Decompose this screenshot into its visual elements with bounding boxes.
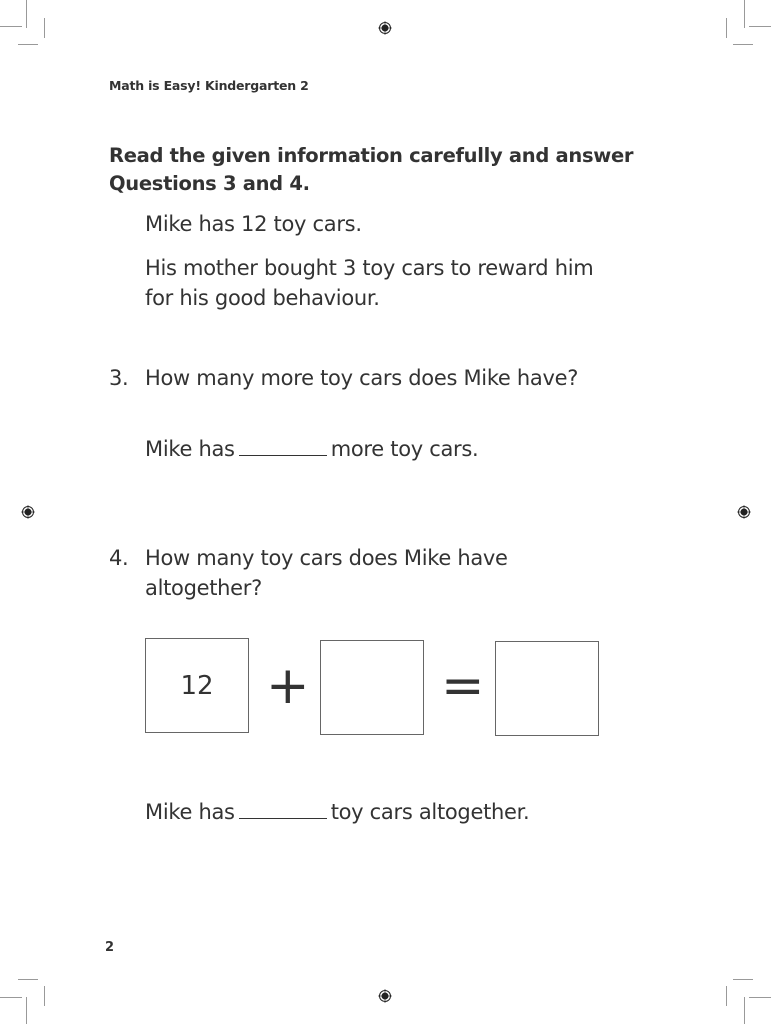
- crop-mark: [749, 997, 771, 998]
- crop-mark: [18, 979, 38, 980]
- q3-number: 3.: [109, 366, 129, 390]
- crop-mark: [0, 997, 22, 998]
- q4-number: 4.: [109, 546, 129, 570]
- instructions: [109, 142, 633, 198]
- crop-mark: [733, 979, 753, 980]
- equation-box-addend-1: 12: [145, 638, 249, 733]
- q4-question: [145, 543, 508, 603]
- crop-mark: [744, 997, 745, 1024]
- info-paragraph-2: [145, 253, 593, 313]
- equals-sign: =: [441, 656, 485, 716]
- q3-answer-blank[interactable]: [239, 454, 327, 456]
- crop-mark: [0, 26, 22, 27]
- instructions-line-1: Read the given information carefully and answer: [109, 144, 634, 167]
- page-number: 2: [105, 940, 115, 955]
- crop-mark: [18, 44, 38, 45]
- q4-answer-blank[interactable]: [239, 817, 327, 819]
- equation-box-addend-2[interactable]: [320, 640, 424, 735]
- q3-answer-prefix: Mike has: [145, 437, 235, 461]
- crop-mark: [726, 18, 727, 38]
- q4-answer-line: [145, 797, 529, 827]
- running-header: Math is Easy! Kindergarten 2: [109, 78, 309, 93]
- crop-mark: [44, 18, 45, 38]
- q3-question: How many more toy cars does Mike have?: [145, 366, 579, 390]
- crop-mark: [726, 986, 727, 1006]
- crop-mark: [744, 0, 745, 28]
- q4-answer-suffix: toy cars altogether.: [330, 800, 530, 824]
- q3-answer-suffix: more toy cars.: [330, 437, 479, 461]
- crop-mark: [44, 986, 45, 1006]
- q4-answer-prefix: Mike has: [145, 800, 235, 824]
- q4-question-line-2: altogether?: [145, 576, 262, 600]
- crop-mark: [26, 0, 27, 28]
- registration-mark-icon: [378, 989, 392, 1003]
- registration-mark-icon: [21, 505, 35, 519]
- registration-mark-icon: [737, 505, 751, 519]
- equation-box-sum[interactable]: [495, 641, 599, 736]
- info-paragraph-2-line-2: for his good behaviour.: [145, 286, 380, 310]
- info-paragraph-2-line-1: His mother bought 3 toy cars to reward him: [145, 256, 594, 280]
- registration-mark-icon: [378, 21, 392, 35]
- instructions-line-2: Questions 3 and 4.: [109, 172, 310, 195]
- plus-sign: +: [266, 656, 310, 716]
- crop-mark: [26, 997, 27, 1024]
- info-paragraph-1: Mike has 12 toy cars.: [145, 212, 362, 236]
- q4-question-line-1: How many toy cars does Mike have: [145, 546, 508, 570]
- crop-mark: [749, 26, 771, 27]
- crop-mark: [733, 44, 753, 45]
- q3-answer-line: [145, 434, 478, 464]
